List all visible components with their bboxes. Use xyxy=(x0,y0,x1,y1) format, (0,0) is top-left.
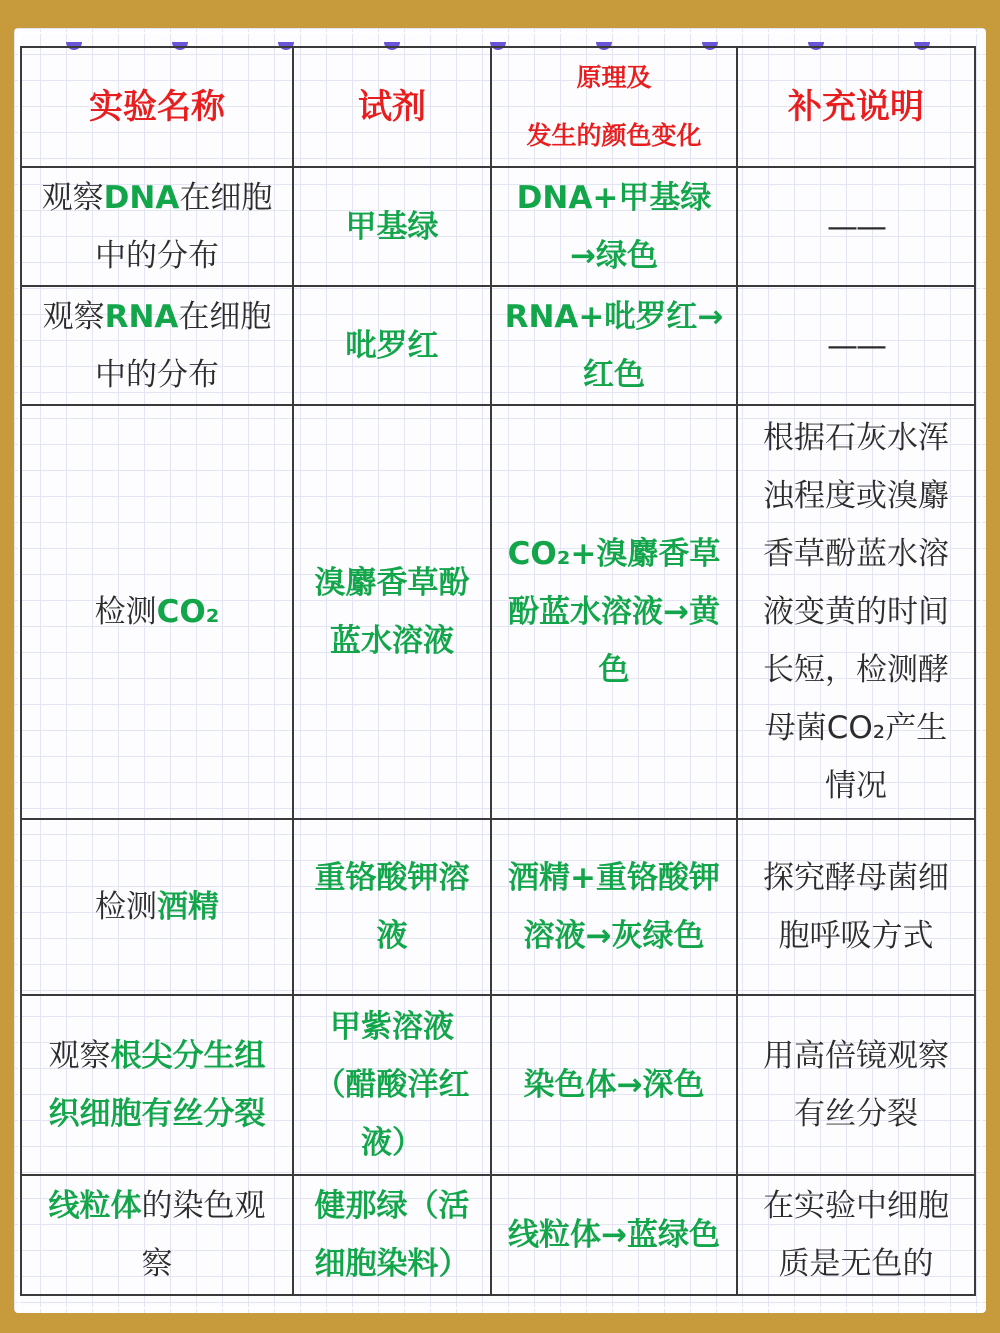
note-cell: 用高倍镜观察有丝分裂 xyxy=(737,995,975,1175)
header-label: 补充说明 xyxy=(788,87,924,127)
table-row xyxy=(21,286,975,405)
header-row xyxy=(21,47,975,167)
experiment-name-cell xyxy=(21,167,293,286)
name-highlight: 根尖分生组织细胞有丝分裂 xyxy=(48,1038,266,1132)
experiment-name-cell xyxy=(21,995,293,1175)
table-row xyxy=(21,819,975,995)
name-text: 观察 xyxy=(42,298,105,335)
name-highlight: 线粒体 xyxy=(48,1188,142,1224)
header-label: 原理及 xyxy=(576,63,652,92)
header-label: 试剂 xyxy=(358,87,426,127)
note-cell: 根据石灰水浑浊程度或溴麝香草酚蓝水溶液变黄的时间长短，检测酵母菌CO₂产生情况 xyxy=(737,405,975,819)
experiment-name-cell xyxy=(21,1175,293,1295)
table-row xyxy=(21,405,975,819)
note-cell: 探究酵母菌细胞呼吸方式 xyxy=(737,819,975,995)
name-text: 检测 xyxy=(94,594,157,630)
reagent-cell: 甲基绿 xyxy=(293,167,491,286)
reagent-cell: 溴麝香草酚蓝水溶液 xyxy=(293,405,491,819)
name-text: 在细胞中的分布 xyxy=(95,298,272,393)
name-text: 观察 xyxy=(41,179,104,216)
note-cell: —— xyxy=(737,286,975,405)
experiment-name-cell xyxy=(21,405,293,819)
experiment-name-cell xyxy=(21,286,293,405)
principle-cell: 线粒体→蓝绿色 xyxy=(491,1175,737,1295)
experiment-name-cell xyxy=(21,819,293,995)
name-highlight: DNA xyxy=(103,179,180,216)
principle-cell: CO₂+溴麝香草酚蓝水溶液→黄色 xyxy=(491,405,737,819)
principle-cell: 染色体→深色 xyxy=(491,995,737,1175)
reagent-cell: 健那绿（活细胞染料） xyxy=(293,1175,491,1295)
name-highlight: RNA xyxy=(104,298,179,335)
principle-cell: DNA+甲基绿→绿色 xyxy=(491,167,737,286)
reagent-cell: 甲紫溶液（醋酸洋红液） xyxy=(293,995,491,1175)
name-highlight: CO₂ xyxy=(156,594,220,630)
table-row xyxy=(21,1175,975,1295)
note-cell: 在实验中细胞质是无色的 xyxy=(737,1175,975,1295)
name-text: 观察 xyxy=(48,1038,111,1074)
experiment-table xyxy=(20,46,976,1296)
principle-cell: 酒精+重铬酸钾溶液→灰绿色 xyxy=(491,819,737,995)
name-text: 的染色观察 xyxy=(141,1188,266,1282)
table-row xyxy=(21,167,975,286)
header-notes xyxy=(737,47,975,167)
header-experiment-name xyxy=(21,47,293,167)
header-label: 发生的颜色变化 xyxy=(526,121,702,150)
name-highlight: 酒精 xyxy=(157,889,219,925)
note-cell: —— xyxy=(737,167,975,286)
header-reagent xyxy=(293,47,491,167)
header-label: 实验名称 xyxy=(89,87,225,127)
name-text: 检测 xyxy=(95,889,157,925)
reagent-cell: 重铬酸钾溶液 xyxy=(293,819,491,995)
principle-cell: RNA+吡罗红→红色 xyxy=(491,286,737,405)
table-row xyxy=(21,995,975,1175)
name-text: 在细胞中的分布 xyxy=(95,179,273,274)
header-principle xyxy=(491,47,737,167)
reagent-cell: 吡罗红 xyxy=(293,286,491,405)
